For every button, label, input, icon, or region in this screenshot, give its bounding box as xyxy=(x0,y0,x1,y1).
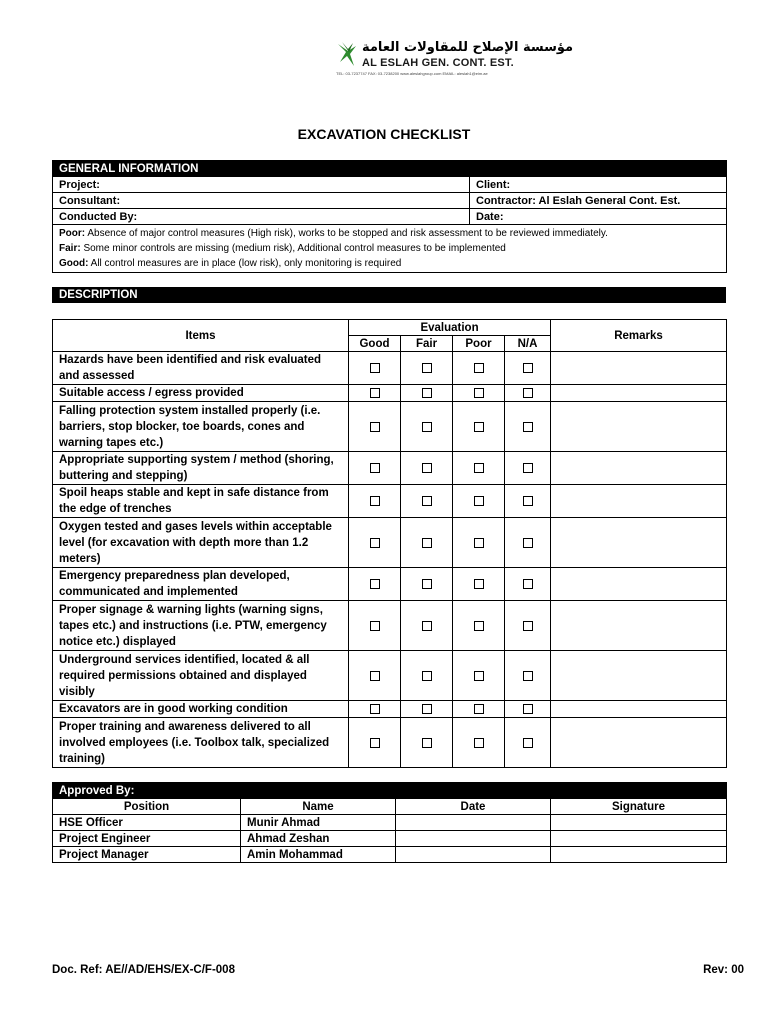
fair-checkbox-cell xyxy=(401,385,453,402)
good-checkbox[interactable] xyxy=(370,671,380,681)
position-cell: Project Engineer xyxy=(53,831,241,847)
company-logo xyxy=(336,40,574,80)
document-reference: Doc. Ref: AE//AD/EHS/EX-C/F-008 xyxy=(52,964,235,976)
name-cell: Munir Ahmad xyxy=(241,815,396,831)
approval-date-cell[interactable] xyxy=(396,847,551,863)
na-checkbox[interactable] xyxy=(523,388,533,398)
approved-by-header: Approved By: xyxy=(53,783,727,799)
general-information-table xyxy=(52,160,727,273)
fair-column-header: Fair xyxy=(401,336,453,352)
name-cell: Ahmad Zeshan xyxy=(241,831,396,847)
fair-checkbox-cell xyxy=(401,352,453,385)
poor-checkbox[interactable] xyxy=(474,738,484,748)
remarks-cell[interactable] xyxy=(551,718,727,768)
poor-checkbox[interactable] xyxy=(474,579,484,589)
items-column-header: Items xyxy=(53,320,349,352)
page-title: EXCAVATION CHECKLIST xyxy=(297,126,471,142)
fair-checkbox[interactable] xyxy=(422,496,432,506)
poor-checkbox-cell xyxy=(453,651,505,701)
remarks-cell[interactable] xyxy=(551,701,727,718)
na-checkbox-cell xyxy=(505,701,551,718)
poor-checkbox-cell xyxy=(453,518,505,568)
company-contact: TEL: 03-7237747 FAX: 03-7238200 www.aleslahgroup.com EMAIL: aleslah1@eim.ae xyxy=(336,71,488,76)
good-checkbox[interactable] xyxy=(370,538,380,548)
poor-checkbox-cell xyxy=(453,402,505,452)
legend-poor: Poor: Absence of major control measures (High risk), works to be stopped and risk assessment to be reviewed immediately. xyxy=(59,228,608,239)
good-checkbox[interactable] xyxy=(370,579,380,589)
fair-checkbox[interactable] xyxy=(422,579,432,589)
fair-checkbox-cell xyxy=(401,601,453,651)
poor-checkbox[interactable] xyxy=(474,363,484,373)
fair-checkbox-cell xyxy=(401,485,453,518)
na-checkbox-cell xyxy=(505,601,551,651)
fair-checkbox[interactable] xyxy=(422,704,432,714)
remarks-cell[interactable] xyxy=(551,601,727,651)
remarks-column-header: Remarks xyxy=(551,320,727,352)
poor-checkbox-cell xyxy=(453,601,505,651)
poor-checkbox-cell xyxy=(453,718,505,768)
position-cell: Project Manager xyxy=(53,847,241,863)
legend-fair: Fair: Some minor controls are missing (medium risk), Additional control measures to be implemented xyxy=(59,243,506,254)
fair-checkbox-cell xyxy=(401,518,453,568)
poor-checkbox-cell xyxy=(453,485,505,518)
poor-column-header: Poor xyxy=(453,336,505,352)
checklist-item-label: Emergency preparedness plan developed, communicated and implemented xyxy=(53,568,349,601)
description-header: DESCRIPTION xyxy=(52,287,726,303)
poor-checkbox[interactable] xyxy=(474,422,484,432)
na-checkbox-cell xyxy=(505,385,551,402)
na-checkbox[interactable] xyxy=(523,704,533,714)
date-column-header: Date xyxy=(396,799,551,815)
conducted-by-field[interactable]: Conducted By: xyxy=(53,209,470,225)
fair-checkbox-cell xyxy=(401,701,453,718)
approval-date-cell[interactable] xyxy=(396,815,551,831)
poor-checkbox[interactable] xyxy=(474,496,484,506)
poor-checkbox-cell xyxy=(453,352,505,385)
na-checkbox[interactable] xyxy=(523,496,533,506)
checklist-row xyxy=(53,568,727,601)
remarks-cell[interactable] xyxy=(551,352,727,385)
poor-checkbox[interactable] xyxy=(474,463,484,473)
checklist-row xyxy=(53,651,727,701)
na-checkbox-cell xyxy=(505,718,551,768)
checklist-item-label: Proper signage & warning lights (warning signs, tapes etc.) and instructions (i.e. PTW, emergency notice etc.) displayed xyxy=(53,601,349,651)
checklist-row xyxy=(53,601,727,651)
poor-checkbox-cell xyxy=(453,385,505,402)
good-checkbox[interactable] xyxy=(370,496,380,506)
na-checkbox-cell xyxy=(505,485,551,518)
remarks-cell[interactable] xyxy=(551,568,727,601)
fair-checkbox[interactable] xyxy=(422,363,432,373)
good-column-header: Good xyxy=(349,336,401,352)
good-checkbox[interactable] xyxy=(370,704,380,714)
good-checkbox-cell xyxy=(349,601,401,651)
na-checkbox-cell xyxy=(505,402,551,452)
fair-checkbox[interactable] xyxy=(422,738,432,748)
legend-good: Good: All control measures are in place (low risk), only monitoring is required xyxy=(59,258,402,269)
checklist-row xyxy=(53,352,727,385)
name-cell: Amin Mohammad xyxy=(241,847,396,863)
checklist-row xyxy=(53,718,727,768)
rating-legend xyxy=(53,225,727,273)
checklist-row xyxy=(53,485,727,518)
poor-checkbox[interactable] xyxy=(474,538,484,548)
checklist-row xyxy=(53,701,727,718)
poor-checkbox-cell xyxy=(453,452,505,485)
checklist-item-label: Appropriate supporting system / method (shoring, buttering and stepping) xyxy=(53,452,349,485)
checklist-row xyxy=(53,402,727,452)
approval-row xyxy=(53,815,727,831)
poor-checkbox[interactable] xyxy=(474,671,484,681)
na-checkbox[interactable] xyxy=(523,671,533,681)
good-checkbox-cell xyxy=(349,385,401,402)
good-checkbox[interactable] xyxy=(370,463,380,473)
good-checkbox[interactable] xyxy=(370,738,380,748)
poor-checkbox[interactable] xyxy=(474,621,484,631)
checklist-row xyxy=(53,518,727,568)
fair-checkbox[interactable] xyxy=(422,463,432,473)
good-checkbox[interactable] xyxy=(370,388,380,398)
good-checkbox[interactable] xyxy=(370,363,380,373)
fair-checkbox-cell xyxy=(401,651,453,701)
na-checkbox-cell xyxy=(505,452,551,485)
good-checkbox-cell xyxy=(349,518,401,568)
checklist-item-label: Suitable access / egress provided xyxy=(53,385,349,402)
revision-number: Rev: 00 xyxy=(703,964,744,976)
na-checkbox[interactable] xyxy=(523,538,533,548)
signature-cell[interactable] xyxy=(551,831,727,847)
poor-checkbox[interactable] xyxy=(474,704,484,714)
fair-checkbox[interactable] xyxy=(422,388,432,398)
signature-cell[interactable] xyxy=(551,815,727,831)
signature-column-header: Signature xyxy=(551,799,727,815)
na-checkbox-cell xyxy=(505,568,551,601)
checklist-item-label: Hazards have been identified and risk evaluated and assessed xyxy=(53,352,349,385)
client-field[interactable]: Client: xyxy=(470,177,727,193)
checklist-item-label: Falling protection system installed properly (i.e. barriers, stop blocker, toe boards, cones and warning tapes etc.) xyxy=(53,402,349,452)
na-checkbox[interactable] xyxy=(523,579,533,589)
consultant-field[interactable]: Consultant: xyxy=(53,193,470,209)
remarks-cell[interactable] xyxy=(551,385,727,402)
checklist-row xyxy=(53,385,727,402)
good-checkbox-cell xyxy=(349,452,401,485)
fair-checkbox[interactable] xyxy=(422,621,432,631)
logo-mark-icon xyxy=(336,40,358,70)
good-checkbox-cell xyxy=(349,402,401,452)
good-checkbox-cell xyxy=(349,651,401,701)
fair-checkbox-cell xyxy=(401,452,453,485)
company-name-arabic: مؤسسة الإصلاح للمقاولات العامة xyxy=(362,40,574,55)
checklist-item-label: Oxygen tested and gases levels within acceptable level (for excavation with depth more than 1.2 meters) xyxy=(53,518,349,568)
approval-row xyxy=(53,847,727,863)
remarks-cell[interactable] xyxy=(551,518,727,568)
fair-checkbox-cell xyxy=(401,568,453,601)
project-field[interactable]: Project: xyxy=(53,177,470,193)
fair-checkbox-cell xyxy=(401,718,453,768)
checklist-item-label: Excavators are in good working condition xyxy=(53,701,349,718)
na-checkbox[interactable] xyxy=(523,621,533,631)
checklist-row xyxy=(53,452,727,485)
checklist-item-label: Underground services identified, located & all required permissions obtained and displayed visibly xyxy=(53,651,349,701)
remarks-cell[interactable] xyxy=(551,452,727,485)
na-checkbox[interactable] xyxy=(523,738,533,748)
good-checkbox[interactable] xyxy=(370,621,380,631)
remarks-cell[interactable] xyxy=(551,485,727,518)
poor-checkbox[interactable] xyxy=(474,388,484,398)
poor-checkbox-cell xyxy=(453,701,505,718)
na-checkbox-cell xyxy=(505,518,551,568)
signature-cell[interactable] xyxy=(551,847,727,863)
checklist-item-label: Proper training and awareness delivered to all involved employees (i.e. Toolbox talk, specialized training) xyxy=(53,718,349,768)
checklist-item-label: Spoil heaps stable and kept in safe distance from the edge of trenches xyxy=(53,485,349,518)
na-checkbox[interactable] xyxy=(523,422,533,432)
na-checkbox-cell xyxy=(505,651,551,701)
fair-checkbox[interactable] xyxy=(422,671,432,681)
fair-checkbox[interactable] xyxy=(422,538,432,548)
evaluation-column-header: Evaluation xyxy=(349,320,551,336)
fair-checkbox-cell xyxy=(401,402,453,452)
good-checkbox-cell xyxy=(349,568,401,601)
checklist-table xyxy=(52,319,727,768)
na-checkbox[interactable] xyxy=(523,363,533,373)
approval-row xyxy=(53,831,727,847)
date-field[interactable]: Date: xyxy=(470,209,727,225)
approval-date-cell[interactable] xyxy=(396,831,551,847)
good-checkbox-cell xyxy=(349,352,401,385)
na-column-header: N/A xyxy=(505,336,551,352)
good-checkbox-cell xyxy=(349,718,401,768)
good-checkbox[interactable] xyxy=(370,422,380,432)
general-information-header: GENERAL INFORMATION xyxy=(53,161,727,177)
remarks-cell[interactable] xyxy=(551,402,727,452)
position-column-header: Position xyxy=(53,799,241,815)
approval-table xyxy=(52,782,727,863)
remarks-cell[interactable] xyxy=(551,651,727,701)
company-name-english: AL ESLAH GEN. CONT. EST. xyxy=(362,57,514,69)
position-cell: HSE Officer xyxy=(53,815,241,831)
poor-checkbox-cell xyxy=(453,568,505,601)
na-checkbox-cell xyxy=(505,352,551,385)
fair-checkbox[interactable] xyxy=(422,422,432,432)
good-checkbox-cell xyxy=(349,485,401,518)
na-checkbox[interactable] xyxy=(523,463,533,473)
good-checkbox-cell xyxy=(349,701,401,718)
name-column-header: Name xyxy=(241,799,396,815)
contractor-field[interactable]: Contractor: Al Eslah General Cont. Est. xyxy=(470,193,727,209)
